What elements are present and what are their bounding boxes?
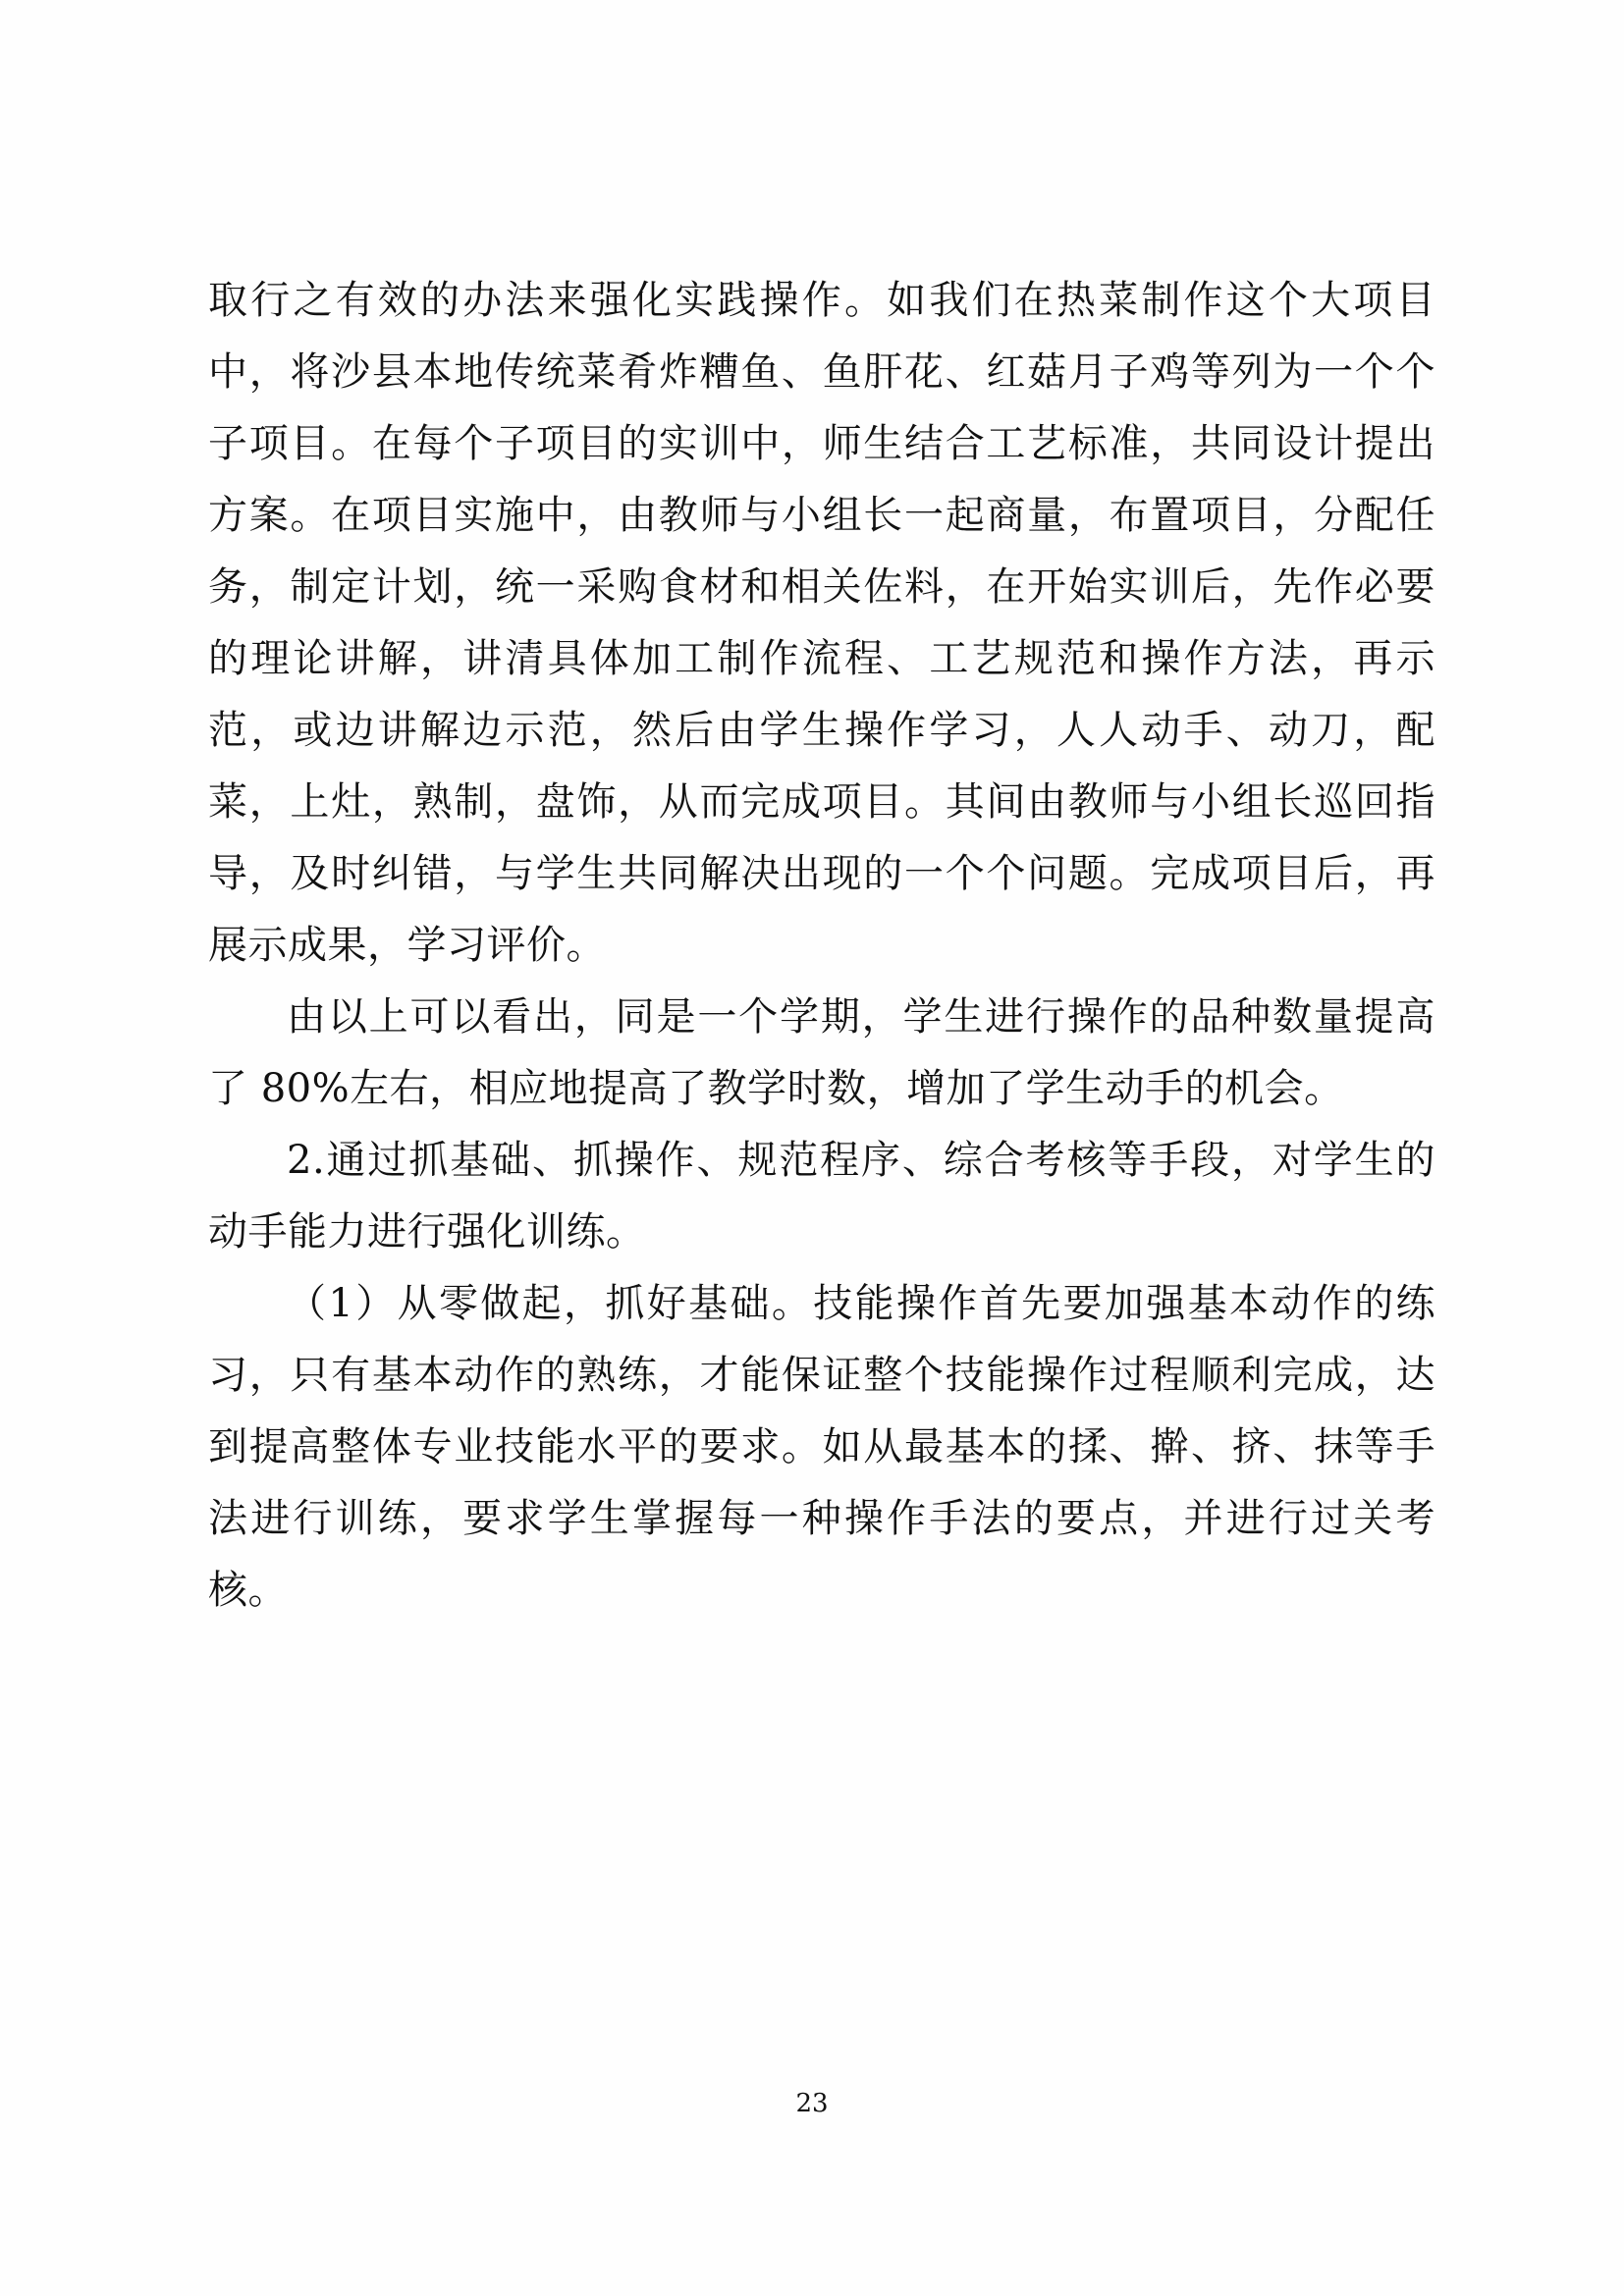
body-paragraph-3: 2.通过抓基础、抓操作、规范程序、综合考核等手段，对学生的动手能力进行强化训练。 xyxy=(208,1138,1435,1255)
page-body xyxy=(208,265,1435,1627)
body-paragraph-2: 由以上可以看出，同是一个学期，学生进行操作的品种数量提高了 80%左右，相应地提高了教学时数，增加了学生动手的机会。 xyxy=(208,994,1435,1111)
page-number: 23 xyxy=(795,2089,829,2118)
body-paragraph-1: 取行之有效的办法来强化实践操作。如我们在热菜制作这个大项目中，将沙县本地传统菜肴炸糟鱼、鱼肝花、红菇月子鸡等列为一个个子项目。在每个子项目的实训中，师生结合工艺标准，共同设计提出方案。在项目实施中，由教师与小组长一起商量，布置项目，分配任务，制定计划，统一采购食材和相关佐料，在开始实训后，先作必要的理论讲解，讲清具体加工制作流程、工艺规范和操作方法，再示范，或边讲解边示范，然后由学生操作学习，人人动手、动刀，配菜，上灶，熟制，盘饰，从而完成项目。其间由教师与小组长巡回指导，及时纠错，与学生共同解决出现的一个个问题。完成项目后，再展示成果，学习评价。 xyxy=(208,278,1435,968)
body-paragraph-4: （1）从零做起，抓好基础。技能操作首先要加强基本动作的练习，只有基本动作的熟练，才能保证整个技能操作过程顺利完成，达到提高整体专业技能水平的要求。如从最基本的揉、擀、挤、抹等手法进行训练，要求学生掌握每一种操作手法的要点，并进行过关考核。 xyxy=(208,1281,1435,1613)
